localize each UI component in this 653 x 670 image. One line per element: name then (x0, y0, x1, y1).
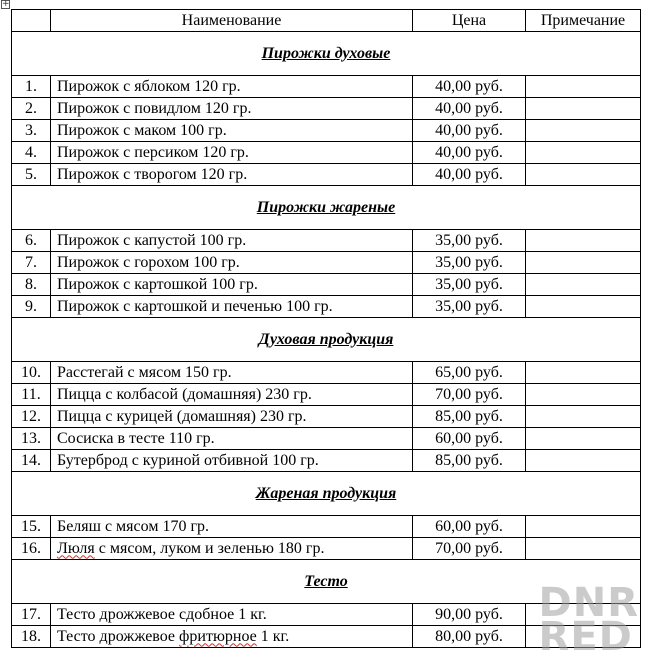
item-note (526, 538, 641, 560)
item-name: Пирожок с горохом 100 гр. (51, 252, 413, 274)
item-name: Беляш с мясом 170 гр. (51, 516, 413, 538)
table-row (12, 296, 641, 318)
section-title: Пирожки духовые (12, 32, 641, 76)
item-number: 3. (12, 120, 51, 142)
item-name: Пирожок с яблоком 120 гр. (51, 76, 413, 98)
item-note (526, 604, 641, 626)
item-price: 70,00 руб. (413, 384, 526, 406)
item-name (51, 626, 413, 648)
table-row (12, 428, 641, 450)
item-note (526, 626, 641, 648)
section-row (12, 32, 641, 76)
table-header-row (12, 10, 641, 32)
item-name: Пирожок с капустой 100 гр. (51, 230, 413, 252)
item-number: 9. (12, 296, 51, 318)
item-name-part: Тесто дрожжевое (57, 627, 180, 645)
item-number: 17. (12, 604, 51, 626)
item-number: 15. (12, 516, 51, 538)
item-name: Бутерброд с куриной отбивной 100 гр. (51, 450, 413, 472)
item-note (526, 450, 641, 472)
item-price: 90,00 руб. (413, 604, 526, 626)
item-price: 80,00 руб. (413, 626, 526, 648)
section-row (12, 318, 641, 362)
item-note (526, 230, 641, 252)
table-row (12, 76, 641, 98)
item-number: 7. (12, 252, 51, 274)
item-number: 18. (12, 626, 51, 648)
item-note (526, 274, 641, 296)
item-number: 14. (12, 450, 51, 472)
item-number: 2. (12, 98, 51, 120)
item-note (526, 516, 641, 538)
item-name-part: фритюрное (179, 627, 257, 645)
item-number: 12. (12, 406, 51, 428)
item-price: 40,00 руб. (413, 120, 526, 142)
item-name: Пирожок с творогом 120 гр. (51, 164, 413, 186)
table-row (12, 252, 641, 274)
item-price: 40,00 руб. (413, 76, 526, 98)
item-number: 13. (12, 428, 51, 450)
item-note (526, 406, 641, 428)
item-price: 60,00 руб. (413, 428, 526, 450)
item-name: Пицца с курицей (домашняя) 230 гр. (51, 406, 413, 428)
item-note (526, 252, 641, 274)
header-price: Цена (413, 10, 526, 32)
item-note (526, 120, 641, 142)
table-row (12, 362, 641, 384)
item-name: Пирожок с картошкой 100 гр. (51, 274, 413, 296)
item-name: Пирожок с маком 100 гр. (51, 120, 413, 142)
item-price: 40,00 руб. (413, 164, 526, 186)
item-price: 85,00 руб. (413, 406, 526, 428)
table-row (12, 406, 641, 428)
item-price: 40,00 руб. (413, 98, 526, 120)
table-row (12, 230, 641, 252)
item-number: 11. (12, 384, 51, 406)
item-number: 1. (12, 76, 51, 98)
item-price: 40,00 руб. (413, 142, 526, 164)
section-title: Духовая продукция (12, 318, 641, 362)
item-price: 35,00 руб. (413, 252, 526, 274)
table-row (12, 384, 641, 406)
section-title: Жареная продукция (12, 472, 641, 516)
item-name: Пирожок с повидлом 120 гр. (51, 98, 413, 120)
item-number: 5. (12, 164, 51, 186)
table-row (12, 142, 641, 164)
section-row (12, 186, 641, 230)
section-row (12, 472, 641, 516)
table-row (12, 120, 641, 142)
item-name: Пицца с колбасой (домашняя) 230 гр. (51, 384, 413, 406)
item-name (51, 538, 413, 560)
item-price: 35,00 руб. (413, 230, 526, 252)
table-row (12, 274, 641, 296)
table-row (12, 450, 641, 472)
item-name-part: Люля (57, 539, 95, 557)
table-row (12, 164, 641, 186)
item-price: 85,00 руб. (413, 450, 526, 472)
item-name: Тесто дрожжевое сдобное 1 кг. (51, 604, 413, 626)
item-price: 35,00 руб. (413, 274, 526, 296)
section-title: Пирожки жареные (12, 186, 641, 230)
item-note (526, 296, 641, 318)
item-number: 6. (12, 230, 51, 252)
header-name: Наименование (51, 10, 413, 32)
table-row (12, 516, 641, 538)
item-name: Пирожок с персиком 120 гр. (51, 142, 413, 164)
item-name: Расстегай с мясом 150 гр. (51, 362, 413, 384)
header-note: Примечание (526, 10, 641, 32)
item-number: 16. (12, 538, 51, 560)
item-name: Сосиска в тесте 110 гр. (51, 428, 413, 450)
item-number: 10. (12, 362, 51, 384)
item-number: 4. (12, 142, 51, 164)
item-note (526, 164, 641, 186)
table-row (12, 626, 641, 648)
table-row (12, 98, 641, 120)
item-price: 60,00 руб. (413, 516, 526, 538)
table-move-handle-icon[interactable]: + (2, 0, 10, 9)
watermark-logo: DNR RED (538, 580, 639, 660)
item-note (526, 98, 641, 120)
item-price: 65,00 руб. (413, 362, 526, 384)
item-price: 70,00 руб. (413, 538, 526, 560)
item-name-part: 1 кг. (256, 627, 290, 645)
item-note (526, 76, 641, 98)
table-row (12, 604, 641, 626)
price-table (11, 9, 641, 648)
item-name-part: с мясом, луком и зеленью 180 гр. (94, 539, 325, 557)
item-note (526, 362, 641, 384)
header-num (12, 10, 51, 32)
item-note (526, 142, 641, 164)
item-number: 8. (12, 274, 51, 296)
item-note (526, 384, 641, 406)
item-note (526, 428, 641, 450)
table-row (12, 538, 641, 560)
item-price: 35,00 руб. (413, 296, 526, 318)
section-row (12, 560, 641, 604)
item-name: Пирожок с картошкой и печенью 100 гр. (51, 296, 413, 318)
section-title: Тесто (12, 560, 641, 604)
